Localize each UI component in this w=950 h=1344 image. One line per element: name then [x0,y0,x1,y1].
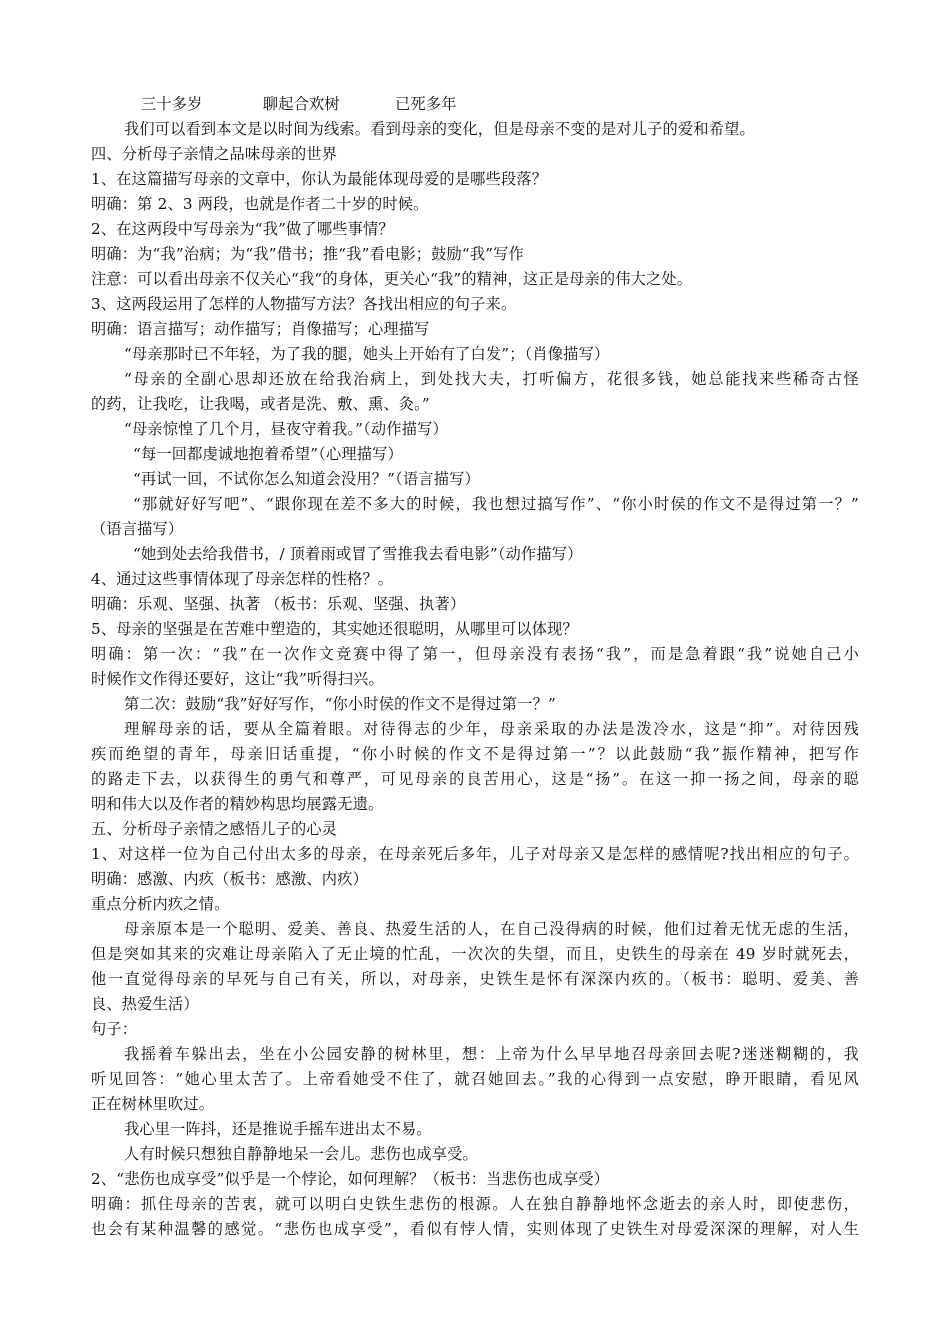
answer-line: 明确：第一次：“我”在一次作文竞赛中得了第一，但母亲没有表扬“我”，而是急着跟“我”说她自己小 [91,645,859,663]
quote-line: （语言描写） [91,520,184,538]
answer-line: 明确：为“我”治病；为“我”借书；推“我”看电影；鼓励“我”写作 [91,245,525,263]
timeline-row: 三十多岁 聊起合欢树 已死多年 [141,95,457,113]
quote-line: 我心里一阵抖，还是推说手摇车进出太不易。 [124,1120,432,1138]
quote-line: 听见回答：“她心里太苦了。上帝看她受不住了，就召她回去。”我的心得到一点安慰，睁开眼睛，看见风 [91,1070,859,1088]
section-heading: 四、分析母子亲情之品味母亲的世界 [91,145,338,163]
note-line: 注意：可以看出母亲不仅关心“我“的身体，更关心“我”的精神，这正是母亲的伟大之处。 [91,270,693,288]
quote-line: “她到处去给我借书，/ 顶着雨或冒了雪推我去看电影”（动作描写） [133,545,583,563]
quote-line: 的药，让我吃，让我喝，或者是洗、敷、熏、灸。” [91,395,430,413]
quote-line: 我摇着车躲出去，坐在小公园安静的树林里，想：上帝为什么早早地召母亲回去呢?迷迷糊糊的，我 [124,1045,859,1063]
question-line: 2、在这两段中写母亲为“我”做了哪些事情？ [91,220,394,238]
quote-line: “母亲惊惶了几个月，昼夜守着我。”（动作描写） [124,420,448,438]
paragraph-line: 明和伟大以及作者的精妙构思均展露无遗。 [91,795,384,813]
paragraph-line: 母亲原本是一个聪明、爱美、善良、热爱生活的人，在自己没得病的时候，他们过着无忧无虑的生活， [124,920,859,938]
paragraph-line: 理解母亲的话，要从全篇着眼。对待得志的少年，母亲采取的办法是泼冷水，这是“抑”。对待因残 [124,720,859,738]
quote-line: “那就好好写吧”、“跟你现在差不多大的时候，我也想过搞写作”、“你小时侯的作文不是得过第一？” [133,495,859,513]
question-line: 5、母亲的坚强是在苦难中塑造的，其实她还很聪明，从哪里可以体现？ [91,620,578,638]
answer-line: 明确：第 2、3 两段，也就是作者二十岁的时候。 [91,195,429,213]
answer-line: 时候作文作得还要好，这让“我”听得扫兴。 [91,670,384,688]
question-line: 2、“悲伤也成享受”似乎是一个悖论，如何理解？（板书：当悲伤也成享受） [91,1170,610,1188]
answer-line: 明确：抓住母亲的苦衷，就可以明白史铁生悲伤的根源。人在独自静静地怀念逝去的亲人时，即使悲伤， [91,1195,859,1213]
answer-line: 明确：乐观、坚强、执著 （板书：乐观、坚强、执著） [91,595,466,613]
answer-line: 也会有某种温馨的感觉。“悲伤也成享受”，看似有悖人情，实则体现了史铁生对母爱深深的理解，对人生 [91,1220,859,1238]
quote-line: 人有时候只想独自静静地呆一会儿。悲伤也成享受。 [124,1145,478,1163]
paragraph-line: 我们可以看到本文是以时间为线索。看到母亲的变化，但是母亲不变的是对儿子的爱和希望。 [124,120,755,138]
quote-line: 正在树林里吹过。 [91,1095,215,1113]
section-heading: 五、分析母子亲情之感悟儿子的心灵 [91,820,338,838]
quote-line: “每一回都虔诚地抱着希望”（心理描写） [133,445,403,463]
question-line: 3、这两段运用了怎样的人物描写方法？各找出相应的句子来。 [91,295,517,313]
question-line: 4、通过这些事情体现了母亲怎样的性格？。 [91,570,394,588]
answer-line: 明确：语言描写；动作描写；肖像描写；心理描写 [91,320,430,338]
paragraph-line: 的路走下去，以获得生的勇气和尊严，可见母亲的良苦用心，这是“扬”。在这一抑一扬之间，母亲的聪 [91,770,859,788]
quote-line: “母亲的全副心思却还放在给我治病上，到处找大夫，打听偏方，花很多钱，她总能找来些稀奇古怪 [124,370,859,388]
answer-line: 第二次：鼓励“我”好好写作，“你小时侯的作文不是得过第一？” [124,695,556,713]
paragraph-line: 他一直觉得母亲的早死与自己有关，所以，对母亲，史铁生是怀有深深内疚的。（板书：聪明、爱美、善 [91,970,859,988]
paragraph-line: 疾而绝望的青年，母亲旧话重提，“你小时候的作文不是得过第一”？以此鼓励“我”振作精神，把写作 [91,745,859,763]
subheading-line: 重点分析内疚之情。 [91,895,230,913]
quote-line: “母亲那时已不年轻，为了我的腿，她头上开始有了白发”；（肖像描写） [124,345,610,363]
quote-line: “再试一回，不试你怎么知道会没用？”（语言描写） [133,470,480,488]
paragraph-line: 良、热爱生活） [91,995,199,1013]
question-line: 1、对这样一位为自己付出太多的母亲，在母亲死后多年，儿子对母亲又是怎样的感情呢?找出相应的句子。 [91,845,859,863]
subheading-line: 句子： [91,1020,138,1038]
paragraph-line: 但是突如其来的灾难让母亲陷入了无止境的忙乱，一次次的失望，而且，史铁生的母亲在 49 岁时就死去， [91,945,859,963]
question-line: 1、在这篇描写母亲的文章中，你认为最能体现母爱的是哪些段落？ [91,170,548,188]
answer-line: 明确：感激、内疚（板书：感激、内疚） [91,870,368,888]
